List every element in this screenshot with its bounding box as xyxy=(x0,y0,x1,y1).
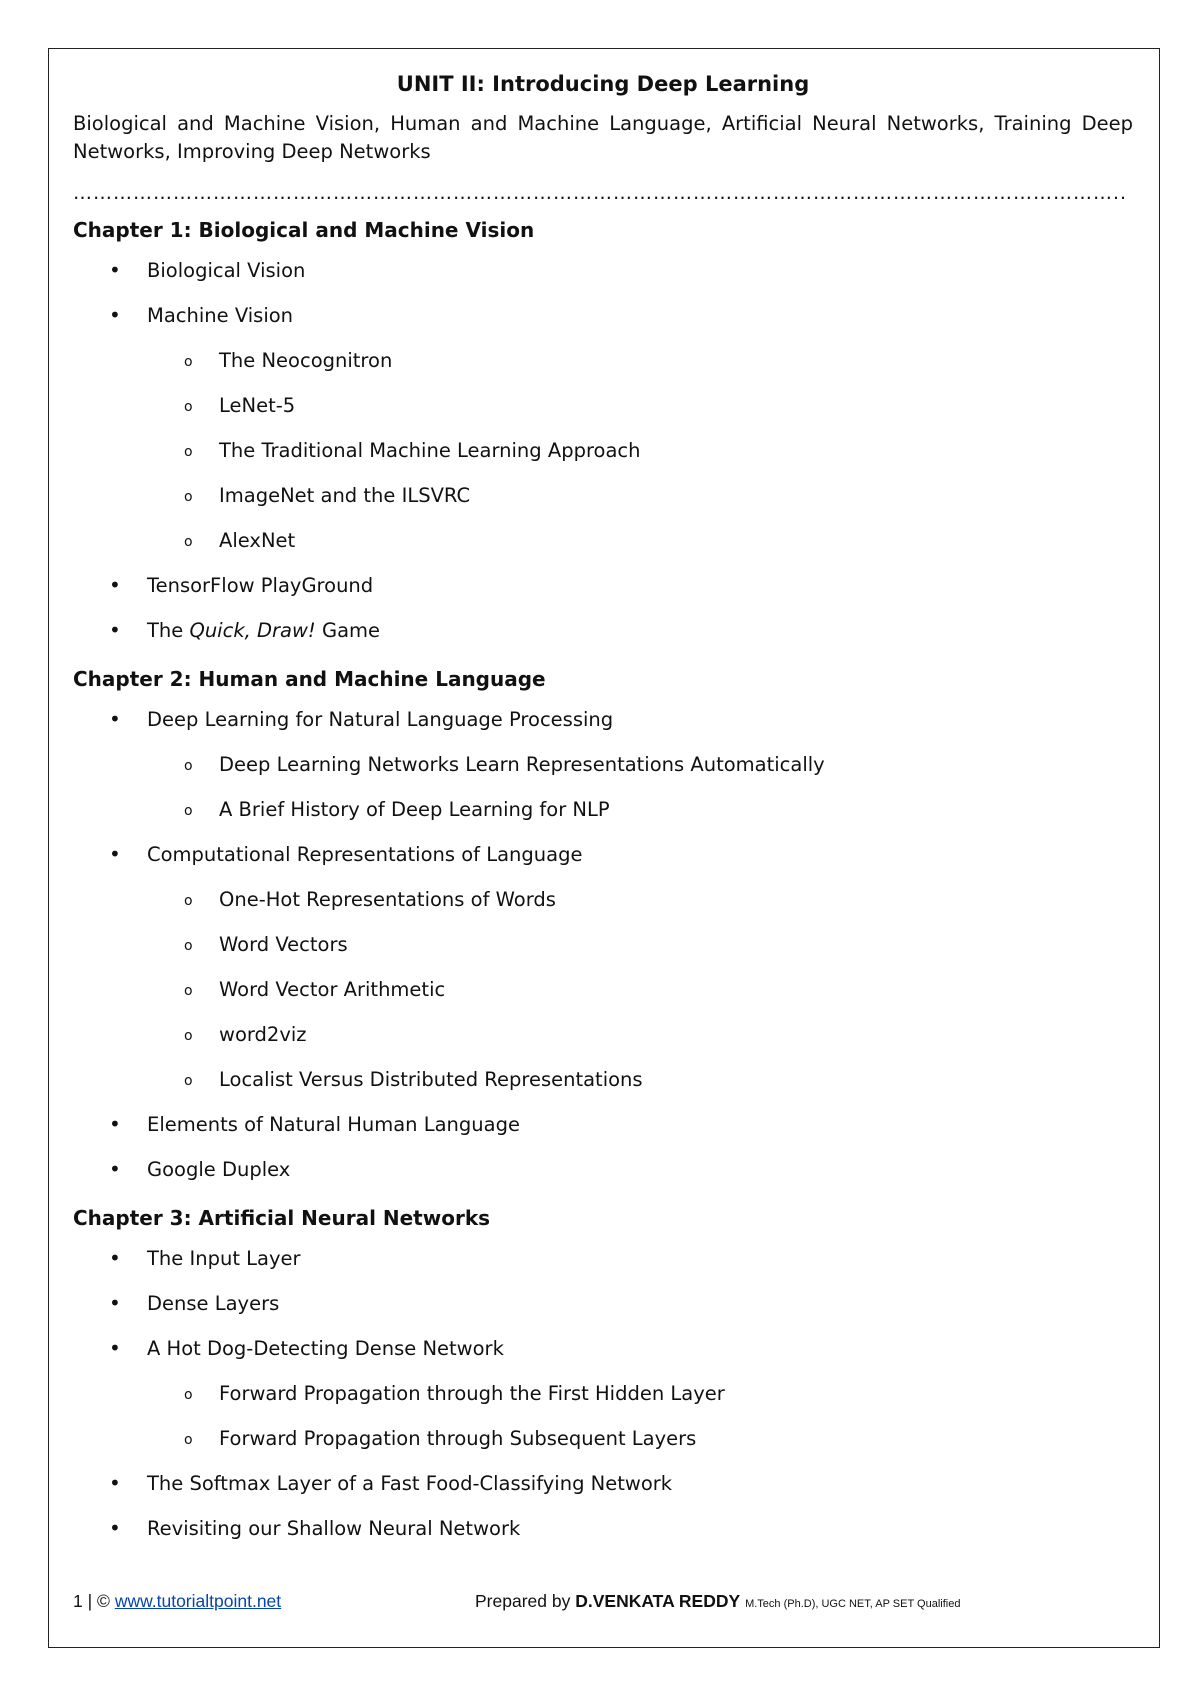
subtopic-item xyxy=(73,473,1133,518)
topic-item xyxy=(73,1326,1133,1371)
website-link[interactable]: www.tutorialtpoint.net xyxy=(114,1591,282,1611)
topic-item xyxy=(73,248,1133,293)
topic-item xyxy=(73,1102,1133,1147)
item-text: Deep Learning for Natural Language Processing xyxy=(147,708,614,731)
copyright-symbol: © xyxy=(97,1591,110,1611)
prepared-label: Prepared by xyxy=(475,1591,571,1611)
subtopic-item xyxy=(73,922,1133,967)
subtopic-item xyxy=(73,428,1133,473)
item-text: The xyxy=(147,619,190,642)
unit-intro: Biological and Machine Vision, Human and Machine Language, Artificial Neural Networks, Training Deep Networks, Improving Deep Networks xyxy=(73,112,1133,163)
item-text: Word Vector Arithmetic xyxy=(219,978,446,1001)
subtopic-item xyxy=(73,1371,1133,1416)
subtopic-item xyxy=(73,1416,1133,1461)
topic-item xyxy=(73,293,1133,338)
item-text: Localist Versus Distributed Representations xyxy=(219,1068,643,1091)
item-text: TensorFlow PlayGround xyxy=(147,574,374,597)
chapter-heading: Chapter 3: Artificial Neural Networks xyxy=(73,1206,491,1230)
subtopic-item xyxy=(73,518,1133,563)
topic-item xyxy=(73,1281,1133,1326)
item-text: ImageNet and the ILSVRC xyxy=(219,484,471,507)
page-title: UNIT II: Introducing Deep Learning xyxy=(396,72,810,96)
prepared-by xyxy=(475,1591,960,1612)
item-text: Revisiting our Shallow Neural Network xyxy=(147,1517,521,1540)
topic-item xyxy=(73,608,1133,653)
subtopic-item xyxy=(73,338,1133,383)
item-text: The Traditional Machine Learning Approach xyxy=(219,439,641,462)
item-text: Machine Vision xyxy=(147,304,294,327)
item-text: Biological Vision xyxy=(147,259,306,282)
topic-item xyxy=(73,832,1133,877)
subtopic-item xyxy=(73,967,1133,1012)
footer-divider: | xyxy=(87,1591,93,1611)
subtopic-item xyxy=(73,383,1133,428)
topic-item xyxy=(73,697,1133,742)
author-name: D.VENKATA REDDY xyxy=(575,1591,741,1611)
page-number: 1 xyxy=(73,1591,83,1611)
item-text: word2viz xyxy=(219,1023,307,1046)
item-text: Computational Representations of Language xyxy=(147,843,583,866)
subtopic-item xyxy=(73,877,1133,922)
item-italic-text: Quick, Draw! xyxy=(189,619,316,642)
item-text: A Hot Dog-Detecting Dense Network xyxy=(147,1337,504,1360)
item-text: The Input Layer xyxy=(147,1247,301,1270)
item-text: Deep Learning Networks Learn Representations Automatically xyxy=(219,753,825,776)
item-text: LeNet-5 xyxy=(219,394,296,417)
dotted-separator: ………………………………………………………………………………………………………………………………………….. xyxy=(73,182,1128,204)
topic-item xyxy=(73,1506,1133,1551)
topic-list xyxy=(73,248,1133,653)
subtopic-item xyxy=(73,1057,1133,1102)
item-text: The Softmax Layer of a Fast Food-Classifying Network xyxy=(147,1472,673,1495)
item-text: Forward Propagation through Subsequent Layers xyxy=(219,1427,697,1450)
item-text: Google Duplex xyxy=(147,1158,291,1181)
item-text: A Brief History of Deep Learning for NLP xyxy=(219,798,610,821)
chapter-heading: Chapter 2: Human and Machine Language xyxy=(73,667,546,691)
topic-list xyxy=(73,1236,1133,1551)
topic-item xyxy=(73,563,1133,608)
item-text-after: Game xyxy=(315,619,381,642)
author-qualifications: M.Tech (Ph.D), UGC NET, AP SET Qualified xyxy=(745,1598,961,1610)
topic-item xyxy=(73,1236,1133,1281)
subtopic-item xyxy=(73,742,1133,787)
page-footer xyxy=(73,1591,1133,1612)
document-body xyxy=(73,64,1133,1551)
item-text: One-Hot Representations of Words xyxy=(219,888,556,911)
topic-item xyxy=(73,1461,1133,1506)
chapter-list xyxy=(73,218,1133,1551)
topic-list xyxy=(73,697,1133,1192)
item-text: Forward Propagation through the First Hidden Layer xyxy=(219,1382,725,1405)
item-text: Word Vectors xyxy=(219,933,348,956)
item-text: The Neocognitron xyxy=(219,349,393,372)
chapter-heading: Chapter 1: Biological and Machine Vision xyxy=(73,218,535,242)
subtopic-item xyxy=(73,1012,1133,1057)
item-text: Dense Layers xyxy=(147,1292,280,1315)
subtopic-item xyxy=(73,787,1133,832)
topic-item xyxy=(73,1147,1133,1192)
item-text: AlexNet xyxy=(219,529,296,552)
item-text: Elements of Natural Human Language xyxy=(147,1113,520,1136)
